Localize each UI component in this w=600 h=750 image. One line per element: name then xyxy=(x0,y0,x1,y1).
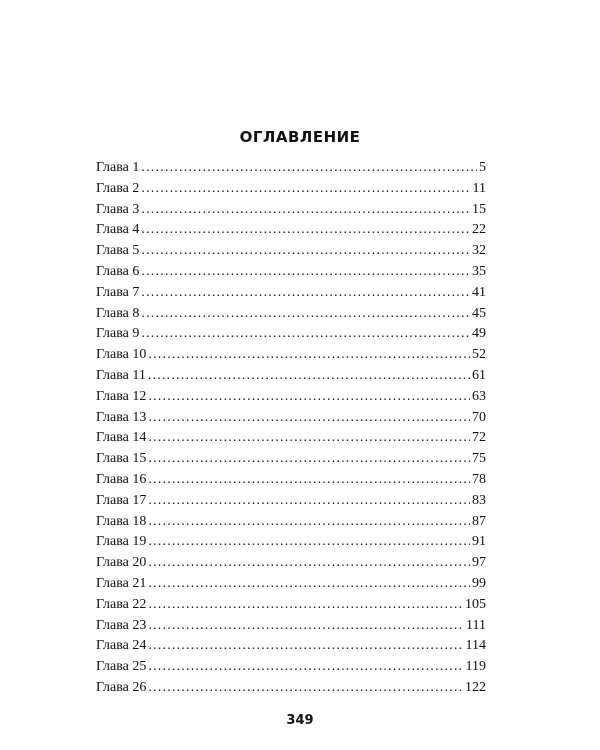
toc-dot-leader xyxy=(148,512,470,533)
toc-entry-label: Глава 12 xyxy=(96,388,147,404)
toc-entry xyxy=(96,366,486,387)
toc-entry-label: Глава 6 xyxy=(96,263,140,279)
toc-entry-page: 45 xyxy=(472,305,486,321)
toc-dot-leader xyxy=(148,532,470,553)
toc-dot-leader xyxy=(148,678,463,699)
toc-dot-leader xyxy=(148,491,470,512)
toc-entry xyxy=(96,262,486,283)
toc-entry-label: Глава 5 xyxy=(96,243,140,259)
toc-entry-label: Глава 4 xyxy=(96,222,140,238)
toc-entry-label: Глава 24 xyxy=(96,638,147,654)
toc-entry-page: 119 xyxy=(465,659,486,675)
toc-entry xyxy=(96,636,486,657)
toc-entry-page: 11 xyxy=(472,180,486,196)
toc-entry xyxy=(96,595,486,616)
toc-entry-page: 72 xyxy=(472,430,486,446)
toc-entry-page: 22 xyxy=(472,222,486,238)
toc-entry-page: 78 xyxy=(472,471,486,487)
toc-entry-page: 35 xyxy=(472,263,486,279)
toc-entry-label: Глава 18 xyxy=(96,513,147,529)
toc-entry-label: Глава 19 xyxy=(96,534,147,550)
toc-dot-leader xyxy=(148,657,463,678)
toc-dot-leader xyxy=(141,262,470,283)
toc-entry xyxy=(96,678,486,699)
toc-dot-leader xyxy=(148,428,470,449)
toc-entry xyxy=(96,283,486,304)
toc-dot-leader xyxy=(148,387,470,408)
toc-entry xyxy=(96,220,486,241)
toc-entry xyxy=(96,491,486,512)
toc-entry-label: Глава 8 xyxy=(96,305,140,321)
toc-entry xyxy=(96,449,486,470)
toc-entry xyxy=(96,200,486,221)
toc-entry-page: 83 xyxy=(472,492,486,508)
toc-entry-page: 15 xyxy=(472,201,486,217)
page-number: 349 xyxy=(286,713,314,728)
toc-entry-page: 97 xyxy=(472,555,486,571)
toc-entry-label: Глава 16 xyxy=(96,471,147,487)
toc-entry-label: Глава 10 xyxy=(96,347,147,363)
toc-entry-label: Глава 23 xyxy=(96,617,147,633)
toc-entry-label: Глава 17 xyxy=(96,492,147,508)
toc-entry xyxy=(96,158,486,179)
toc-entry-label: Глава 9 xyxy=(96,326,140,342)
toc-entry xyxy=(96,470,486,491)
toc-entry xyxy=(96,428,486,449)
toc-entry xyxy=(96,512,486,533)
toc-entry-page: 87 xyxy=(472,513,486,529)
toc-entry-page: 41 xyxy=(472,284,486,300)
toc-entry-page: 70 xyxy=(472,409,486,425)
toc-entry xyxy=(96,553,486,574)
toc-entry-page: 5 xyxy=(479,160,486,175)
toc-dot-leader xyxy=(141,158,477,179)
toc-dot-leader xyxy=(148,345,470,366)
toc-dot-leader xyxy=(141,304,470,325)
toc-entry-label: Глава 20 xyxy=(96,555,147,571)
toc-dot-leader xyxy=(141,324,470,345)
toc-entry xyxy=(96,304,486,325)
page-title: ОГЛАВЛЕНИЕ xyxy=(239,128,361,146)
toc-dot-leader xyxy=(141,200,470,221)
toc-entry-label: Глава 13 xyxy=(96,409,147,425)
toc-entry-page: 52 xyxy=(472,347,486,363)
toc-entry-label: Глава 7 xyxy=(96,284,140,300)
toc-dot-leader xyxy=(148,616,464,637)
toc-entry xyxy=(96,657,486,678)
toc-dot-leader xyxy=(148,408,470,429)
toc-entry-page: 32 xyxy=(472,243,486,259)
toc-entry xyxy=(96,408,486,429)
toc-entry-label: Глава 15 xyxy=(96,451,147,467)
toc-entry xyxy=(96,345,486,366)
toc-entry-page: 91 xyxy=(472,534,486,550)
toc-dot-leader xyxy=(141,283,470,304)
toc-entry-page: 99 xyxy=(472,575,486,591)
toc-entry-label: Глава 25 xyxy=(96,659,147,675)
toc-dot-leader xyxy=(148,636,463,657)
toc-entry-label: Глава 2 xyxy=(96,180,140,196)
toc-dot-leader xyxy=(148,595,463,616)
toc-dot-leader xyxy=(148,470,470,491)
toc-entry-label: Глава 22 xyxy=(96,596,147,612)
toc-dot-leader xyxy=(141,220,470,241)
toc-entry-label: Глава 3 xyxy=(96,201,140,217)
toc-dot-leader xyxy=(141,241,470,262)
toc-dot-leader xyxy=(148,574,470,595)
toc-dot-leader xyxy=(148,366,470,387)
toc-entry xyxy=(96,616,486,637)
toc-entry-page: 61 xyxy=(472,367,486,383)
toc-entry-page: 114 xyxy=(465,638,486,654)
toc-entry-label: Глава 1 xyxy=(96,160,140,175)
toc-entry-label: Глава 14 xyxy=(96,430,147,446)
toc-entry-page: 111 xyxy=(466,617,486,633)
toc-entry-page: 63 xyxy=(472,388,486,404)
toc-entry-label: Глава 26 xyxy=(96,679,147,695)
toc-entry-page: 105 xyxy=(465,596,486,612)
table-of-contents xyxy=(96,158,486,699)
toc-entry-page: 49 xyxy=(472,326,486,342)
toc-entry-page: 75 xyxy=(472,451,486,467)
toc-dot-leader xyxy=(148,553,470,574)
toc-entry xyxy=(96,324,486,345)
toc-dot-leader xyxy=(141,179,470,200)
toc-entry-label: Глава 21 xyxy=(96,575,147,591)
toc-entry-page: 122 xyxy=(465,679,486,695)
toc-entry-label: Глава 11 xyxy=(96,367,146,383)
toc-entry xyxy=(96,241,486,262)
toc-entry xyxy=(96,574,486,595)
toc-entry xyxy=(96,532,486,553)
toc-entry xyxy=(96,179,486,200)
toc-entry xyxy=(96,387,486,408)
toc-dot-leader xyxy=(148,449,470,470)
